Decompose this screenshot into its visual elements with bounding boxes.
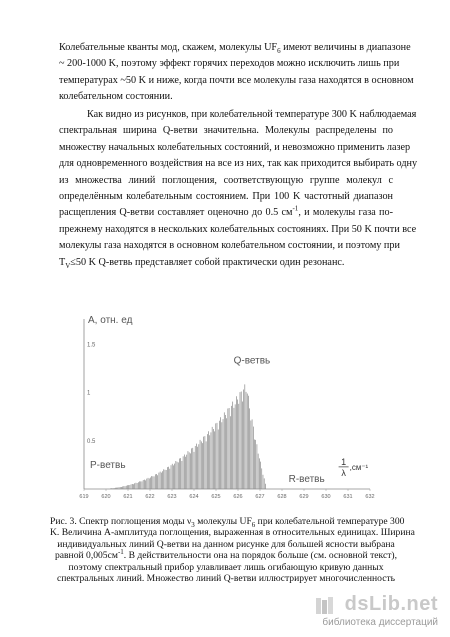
text-line: молекулы газа находятся в основном колебательном состоянии, и поэтому при (59, 240, 400, 252)
paragraph-1 (59, 40, 414, 106)
text-line: определённым колебательным состоянием. При 100 K частотный диапазон (59, 191, 393, 203)
q-branch-label: Q-ветвь (233, 355, 271, 367)
text-line: для одновременного воздействия на все из них, так как приходится выбирать одну (59, 158, 418, 170)
r-branch-label: R-ветвь (288, 474, 325, 486)
text-line: спектральная ширина Q-ветви значительна. Молекулы распределены по (59, 125, 393, 137)
x-tick-label: 620 (101, 494, 111, 500)
p-branch-label: P-ветвь (90, 459, 126, 471)
text-line: прежнему находятся в нескольких колебательных состояниях. При 50 K почти все (59, 223, 417, 235)
x-tick-label: 627 (255, 494, 265, 500)
x-axis-label (339, 457, 369, 478)
spectrum-figure (70, 303, 390, 515)
paragraph-2 (59, 107, 418, 271)
y-axis-label: A, отн. ед (88, 315, 133, 326)
watermark-brand: dsLib.net (344, 593, 438, 615)
text-line: Как видно из рисунков, при колебательной температуре 300 K наблюдаемая (87, 109, 417, 120)
y-tick-label: 1.5 (87, 342, 96, 349)
caption-line: спектральных линий. Множество линий Q-ветви иллюстрирует многочисленность (56, 573, 396, 585)
x-tick-label: 630 (321, 494, 331, 500)
y-tick-label: 0.5 (87, 438, 96, 445)
x-tick-label: 631 (343, 494, 353, 500)
absorption-spectrum-chart (70, 303, 390, 515)
x-tick-label: 632 (365, 494, 375, 500)
caption-line: поэтому спектральный прибор улавливает лишь огибающую кривую данных (68, 561, 384, 573)
spectral-lines (111, 384, 266, 489)
text-line: расщепления Q-ветви составляет оценочно до 0.5 $см^{-1}$, и молекулы газа по- (59, 205, 393, 219)
x-ticks (79, 489, 374, 500)
x-tick-label: 619 (79, 494, 89, 500)
watermark (282, 593, 442, 631)
x-tick-label: 621 (123, 494, 133, 500)
figure-caption (50, 516, 415, 585)
caption-line: Рис. 3. Спектр поглощения моды $\nu_3$ молекулы $UF_6$ при колебательной температуре 300 (50, 516, 405, 529)
x-label-denominator: λ (341, 467, 346, 478)
caption-line: K. Величина A-амплитуда поглощения, выраженная в относительных единицах. Ширина (50, 527, 415, 539)
y-tick-label: 1 (87, 390, 91, 397)
text-line: колебательном состоянии. (59, 91, 173, 103)
book-stack-icon (314, 595, 336, 617)
text-line: из множества линий поглощения, соответствующую группе молекул с (59, 174, 393, 186)
x-tick-label: 628 (277, 494, 287, 500)
x-tick-label: 623 (167, 494, 177, 500)
x-label-numerator: 1 (341, 456, 347, 467)
x-tick-label: 629 (299, 494, 309, 500)
text-line: $T_V\le 50$ K Q-ветвь представляет собой практически один резонанс. (59, 256, 345, 270)
x-tick-label: 626 (233, 494, 243, 500)
watermark-subtitle: библиотека диссертаций (322, 617, 438, 628)
y-ticks (87, 342, 96, 444)
x-tick-label: 625 (211, 494, 221, 500)
caption-line: равной $0,005см^{-1}$. В действительности она на порядок больше (см. основной текст), (54, 548, 398, 562)
text-line: множеству начальных колебательных состояний, и невозможно применить лазер (59, 141, 411, 153)
text-line: ~ 200-1000 K, поэтому эффект горячих переходов можно исключить лишь при (59, 58, 400, 70)
text-line: Колебательные кванты мод, скажем, молекулы $UF_6$ имеют величины в диапазоне (59, 42, 411, 56)
x-tick-label: 622 (145, 494, 155, 500)
x-tick-label: 624 (189, 494, 199, 500)
text-line: температурах ~50 K и ниже, когда почти все молекулы газа находятся в основном (59, 74, 414, 86)
caption-line: индивидуальных линий Q-ветви на данном рисунке для большей ясности выбрана (57, 538, 395, 550)
x-label-unit: ,см⁻¹ (349, 462, 369, 472)
